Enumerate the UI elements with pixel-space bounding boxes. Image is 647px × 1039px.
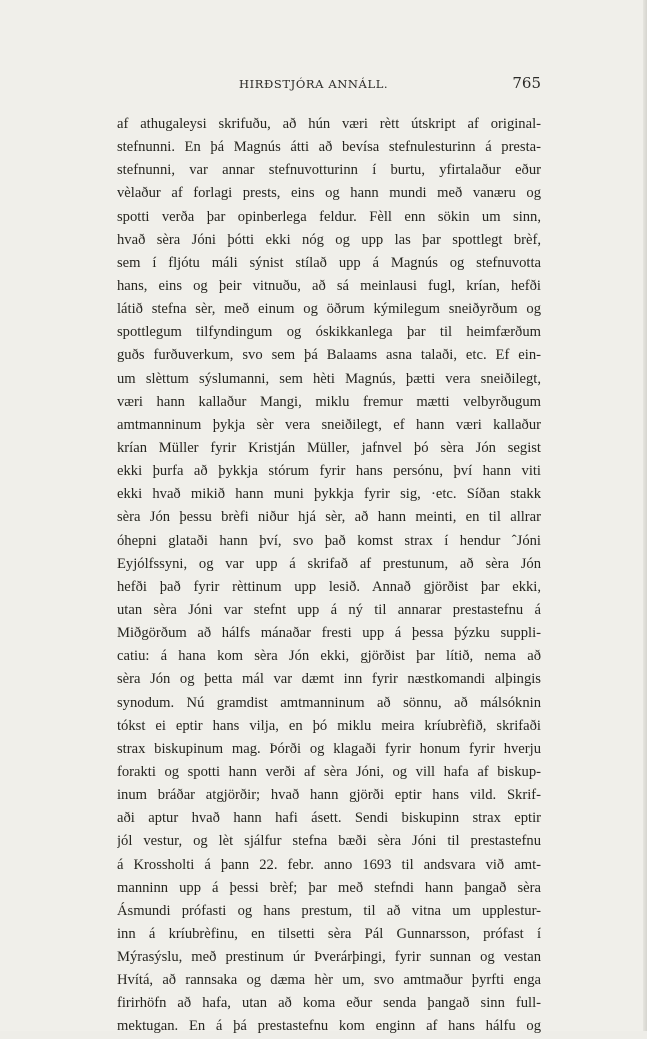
text-line: inum bráðar atgjörðir; hvað hann gjörði eptir hans vild. Skrif- bbox=[117, 787, 541, 804]
text-line: Mýrasýslu, með prestinum úr Þverárþingi, fyrir sunnan og vestan bbox=[117, 949, 541, 966]
text-line: af athugaleysi skrifuðu, að hún væri rètt útskript af original- bbox=[117, 116, 541, 132]
text-line: Hvítá, að rannsaka og dæma hèr um, svo amtmaður þyrfti enga bbox=[117, 972, 541, 989]
body-text bbox=[117, 113, 541, 1039]
text-line: guðs furðuverkum, svo sem þá Balaams asna talaði, etc. Ef ein- bbox=[117, 347, 541, 364]
text-line: sem í fljótu máli sýnist stílað upp á Magnús og stefnuvotta bbox=[117, 254, 541, 271]
text-line: synodum. Nú gramdist amtmanninum að sönnu, að málsóknin bbox=[117, 694, 541, 711]
text-line: firirhöfn að hafa, utan að koma eður senda þangað sinn full- bbox=[117, 995, 541, 1012]
page-number: 765 bbox=[512, 74, 541, 92]
text-line: væri hann kallaður Mangi, miklu fremur mætti velbyrðugum bbox=[117, 393, 541, 410]
text-line: hvað sèra Jóni þótti ekki nóg og upp las þar spottlegt brèf, bbox=[117, 231, 541, 248]
text-line: amtmanninum þykja sèr vera sneiðilegt, ef hann væri kallaður bbox=[117, 416, 541, 433]
text-line: forakti og spotti hann verði af sèra Jóni, og vill hafa af biskup- bbox=[117, 763, 541, 780]
text-line: sèra Jón þessu brèfi niður hjá sèr, að hann meinti, en til allrar bbox=[117, 509, 541, 526]
text-line: látið stefna sèr, með einum og öðrum kýmilegum sneiðyrðum og bbox=[117, 301, 541, 318]
text-line: jól vestur, og lèt sjálfur stefna bæði sèra Jóni til prestastefnu bbox=[117, 833, 541, 850]
text-line: ekki hvað mikið hann muni þykkja fyrir sig, ·etc. Síðan stakk bbox=[117, 486, 541, 503]
text-line: stefnunni, var annar stefnuvotturinn í burtu, yfirtalaður eður bbox=[117, 162, 541, 179]
text-line: óhepni glataði hann því, svo það komst strax í hendur ˆJóni bbox=[117, 532, 541, 549]
text-line: á Krossholti á þann 22. febr. anno 1693 til andsvara við amt- bbox=[117, 856, 541, 873]
text-line: stefnunni. En þá Magnús átti að bevísa stefnulesturinn á presta- bbox=[117, 139, 541, 156]
text-line: manninn upp á þessi brèf; þar með stefndi hann þangað sèra bbox=[117, 879, 541, 896]
text-line: krían Müller fyrir Kristján Müller, jafnvel þó sèra Jón segist bbox=[117, 439, 541, 456]
page-edge-shadow bbox=[643, 0, 647, 1031]
text-line: Miðgörðum að hálfs mánaðar fresti upp á þessa þýzku suppli- bbox=[117, 625, 541, 642]
running-title: HIRÐSTJÓRA ANNÁLL. bbox=[239, 77, 389, 91]
text-line: Eyjólfssyni, og var upp á skrifað af prestunum, að sèra Jón bbox=[117, 555, 541, 572]
text-line: um slèttum sýslumanni, sem hèti Magnús, þætti vera sneiðilegt, bbox=[117, 370, 541, 387]
text-line: hefði það fyrir rèttinum upp lesið. Annað gjörðist þar ekki, bbox=[117, 578, 541, 595]
text-line: sèra Jón og þetta mál var dæmt inn fyrir næstkomandi alþingis bbox=[117, 671, 541, 688]
text-line: aði aptur hvað hann hafi ásett. Sendi biskupinn strax eptir bbox=[117, 810, 541, 827]
text-line: catiu: á hana kom sèra Jón ekki, gjörðist þar lítið, nema að bbox=[117, 648, 541, 665]
page-header bbox=[117, 74, 541, 97]
text-line: vèlaður af forlagi prests, eins og hann mundi með vanæru og bbox=[117, 185, 541, 202]
text-line: Ásmundi prófasti og hans prestum, til að vitna um upplestur- bbox=[117, 902, 541, 919]
text-line: inn á kríubrèfinu, en tilsetti sèra Pál Gunnarsson, prófast í bbox=[117, 925, 541, 942]
text-line: spottlegum tilfyndingum og óskikkanlega þar til heimfærðum bbox=[117, 324, 541, 341]
text-line: strax biskupinum mag. Þórði og klagaði fyrir honum fyrir hverju bbox=[117, 740, 541, 757]
text-line: ekki þurfa að þykkja stórum fyrir hans persónu, því hann viti bbox=[117, 463, 541, 480]
text-line: spotti verða þar opinberlega feldur. Fèll enn sökin um sinn, bbox=[117, 208, 541, 225]
text-line: utan sèra Jóni var stefnt upp á ný til annarar prestastefnu á bbox=[117, 601, 541, 618]
text-line: hans, eins og þeir vitnuðu, að sá meinlausi fugl, krían, hefði bbox=[117, 277, 541, 294]
text-line: tókst ei eptir hans vilja, en þó miklu meira kríubrèfið, skrifaði bbox=[117, 717, 541, 734]
text-line: mektugan. En á þá prestastefnu kom enginn af hans hálfu og bbox=[117, 1018, 541, 1035]
